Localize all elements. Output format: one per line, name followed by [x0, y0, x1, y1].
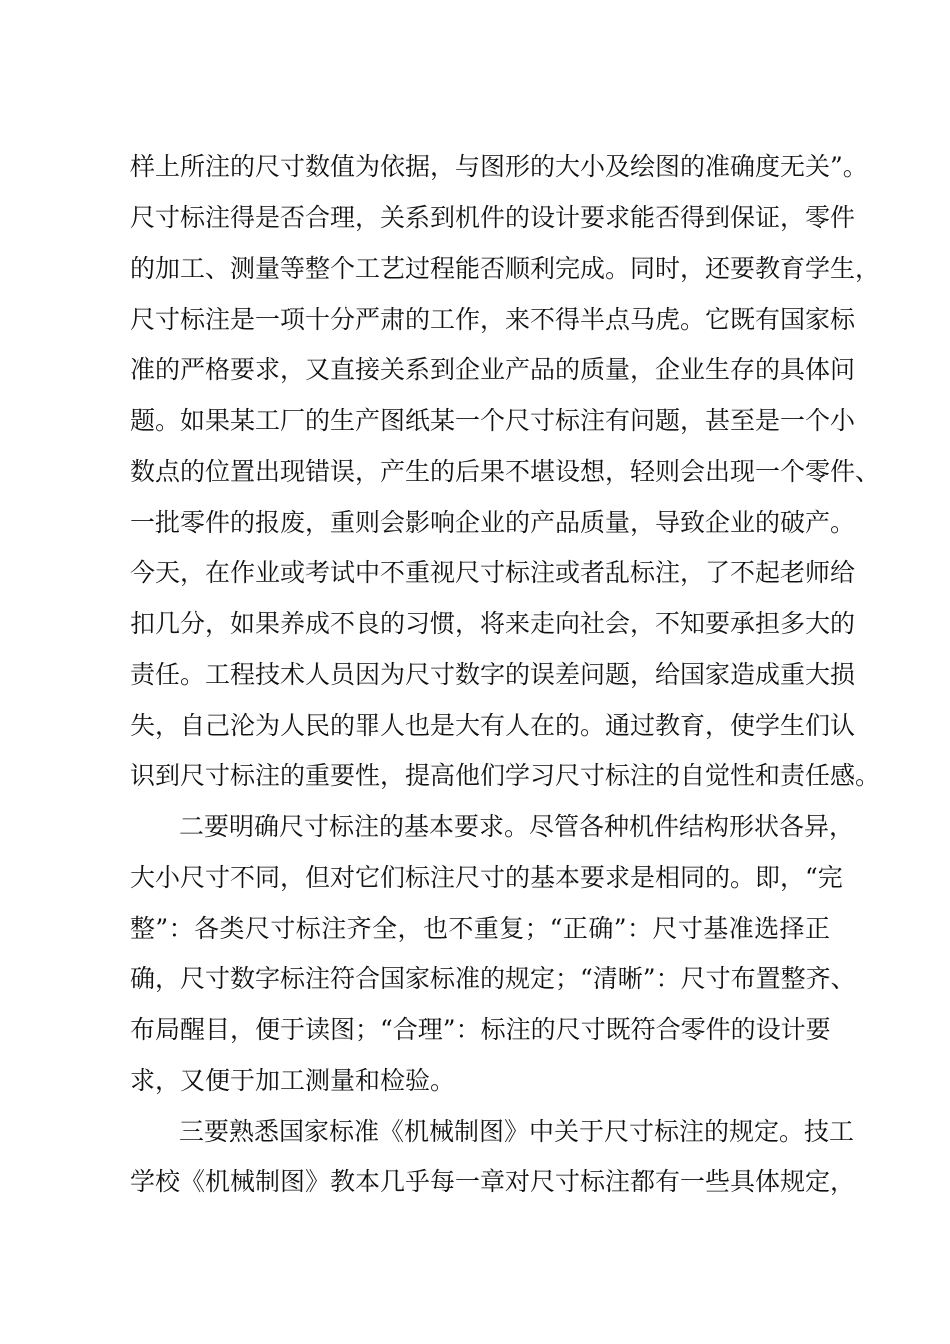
text-line: 责任。工程技术人员因为尺寸数字的误差问题，给国家造成重大损: [130, 660, 856, 689]
text-line: 样上所注的尺寸数值为依据，与图形的大小及绘图的准确度无关”。: [130, 152, 868, 181]
text-line: 准的严格要求，又直接关系到企业产品的质量，企业生存的具体问: [130, 355, 856, 384]
text-line: 尺寸标注是一项十分严肃的工作，来不得半点马虎。它既有国家标: [130, 305, 856, 334]
text-line: 尺寸标注得是否合理，关系到机件的设计要求能否得到保证，零件: [130, 203, 856, 232]
text-line: 今天，在作业或考试中不重视尺寸标注或者乱标注，了不起老师给: [130, 558, 856, 587]
text-line: 学校《机械制图》教本几乎每一章对尺寸标注都有一些具体规定，: [130, 1167, 856, 1196]
text-line: 整”：各类尺寸标注齐全，也不重复；“正确”：尺寸基准选择正: [130, 914, 830, 943]
text-line: 大小尺寸不同，但对它们标注尺寸的基本要求是相同的。即，“完: [130, 863, 843, 892]
text-line: 布局醒目，便于读图；“合理”：标注的尺寸既符合零件的设计要: [130, 1015, 831, 1044]
text-line: 扣几分，如果养成不良的习惯，将来走向社会，不知要承担多大的: [130, 609, 856, 638]
text-line: 的加工、测量等整个工艺过程能否顺利完成。同时，还要教育学生，: [130, 254, 881, 283]
text-line: 失，自己沦为人民的罪人也是大有人在的。通过教育，使学生们认: [130, 711, 856, 740]
text-line: 确，尺寸数字标注符合国家标准的规定；“清晰”：尺寸布置整齐、: [130, 964, 856, 993]
text-line: 一批零件的报废，重则会影响企业的产品质量，导致企业的破产。: [130, 508, 856, 537]
text-line: 数点的位置出现错误，产生的后果不堪设想，轻则会出现一个零件、: [130, 457, 881, 486]
paragraph-last-line: 求，又便于加工测量和检验。: [130, 1066, 456, 1095]
paragraph-first-line: 三要熟悉国家标准《机械制图》中关于尺寸标注的规定。技工: [179, 1117, 855, 1146]
text-line: 题。如果某工厂的生产图纸某一个尺寸标注有问题，甚至是一个小: [130, 406, 856, 435]
text-line: 识到尺寸标注的重要性，提高他们学习尺寸标注的自觉性和责任感。: [130, 761, 881, 790]
paragraph-first-line: 二要明确尺寸标注的基本要求。尽管各种机件结构形状各异，: [179, 812, 855, 841]
